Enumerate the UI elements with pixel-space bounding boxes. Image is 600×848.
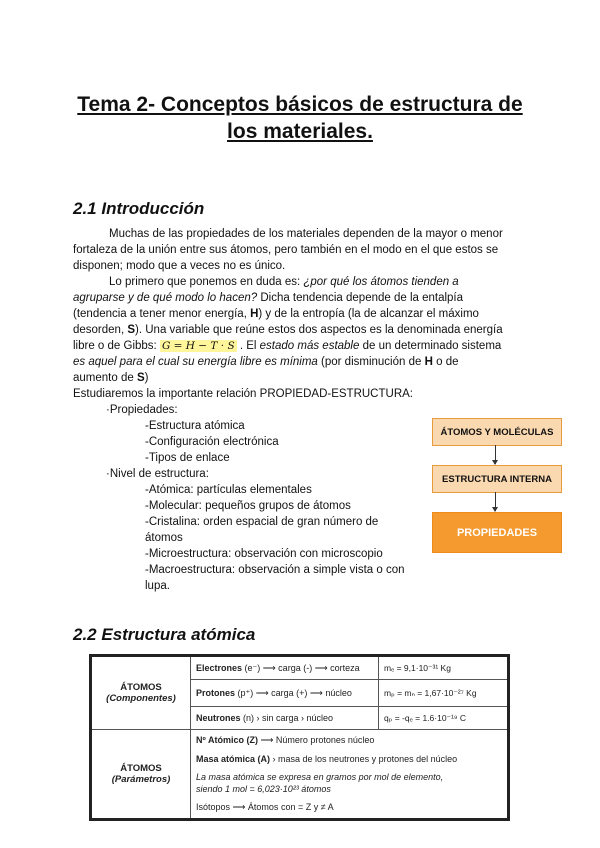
section-heading-atomic: 2.2 Estructura atómica [73,625,256,644]
text-span: ) y de la entropía (la de alcanzar el máximo [258,308,479,320]
protons-cell [191,680,379,707]
text-line [73,354,528,370]
flow-box-atoms: ÁTOMOS Y MOLÉCULAS [432,418,562,446]
text-line [73,338,528,354]
text-line [73,370,528,386]
cell-text: (e⁻) ⟶ carga (-) ⟶ corteza [242,662,360,673]
table-row [91,730,509,820]
text-span: . El [236,340,260,352]
charge-cell: qₚ = -qₑ = 1.6·10⁻¹⁹ C [379,707,509,730]
text-span: S [136,372,145,384]
cell-text: (n) › sin carga › núcleo [240,713,334,723]
text-span: H [250,308,259,320]
cell-label: Electrones [196,662,243,673]
cell-label: Neutrones [196,713,241,723]
text-span: (tendencia a tener menor energía, [73,308,251,320]
paragraph-intro [73,226,528,274]
cell-text: (p⁺) ⟶ carga (+) ⟶ núcleo [235,687,352,698]
isotopes-line: Isótopos ⟶ Átomos con = Z y ≠ A [196,802,334,812]
text-span: agruparse y de qué modo lo hacen? [73,292,258,304]
parameters-label-cell [91,730,191,820]
row-sublabel: (Componentes) [106,693,176,704]
gibbs-formula: G = H − T · S [161,340,235,352]
text-span: libre o de Gibbs: [73,340,160,352]
row-label: ÁTOMOS [120,682,162,693]
text-line: fortaleza de la unión entre sus átomos, pero también en el modo en el que estos se [73,244,499,256]
text-span: ¿por qué los átomos tienden a [303,276,459,288]
list-item: -Molecular: pequeños grupos de átomos [145,500,351,512]
list-item: -Microestructura: observación con microscopio [145,548,383,560]
cell-label: Masa atómica (A) [196,754,271,764]
text-span: H [424,356,433,368]
text-span: Lo primero que ponemos en duda es: [109,276,304,288]
list-item: -Tipos de enlace [145,452,230,464]
list-item: lupa. [145,580,170,592]
list-levels [145,482,420,594]
text-span: desorden, [73,324,128,336]
text-span: ). Una variable que reúne estos dos aspectos es la denominada energía [135,324,503,336]
electrons-cell [191,656,379,680]
text-line [73,306,528,322]
flow-arrow-1 [495,445,496,464]
text-span: o de [432,356,459,368]
atomic-structure-table [89,654,510,821]
cell-text: ⟶ Número protones núcleo [257,735,375,745]
proton-mass-cell: mₚ = mₙ = 1,67·10⁻²⁷ Kg [379,680,509,707]
text-line [73,322,528,338]
text-span: ) [144,372,149,384]
text-span: es aquel para el cual su energía libre es mínima [73,356,318,368]
list-properties-header: ·Propiedades: [106,404,178,416]
text-span: S [127,324,136,336]
text-span: (por disminución de [317,356,425,368]
text-span: estado más estable [259,340,360,352]
text-line [73,290,528,306]
list-properties [145,418,279,466]
cell-label: Nº Atómico (Z) [196,735,258,745]
cell-label: Protones [196,687,236,698]
relation-intro: Estudiaremos la importante relación PROPIEDAD-ESTRUCTURA: [73,388,413,400]
text-line: disponen; modo que a veces no es único. [73,260,286,272]
title-line-2: los materiales. [227,120,373,143]
list-item: -Atómica: partículas elementales [145,484,312,496]
list-item: -Cristalina: orden espacial de gran número de [145,516,379,528]
flow-arrow-2 [495,492,496,511]
list-item: -Estructura atómica [145,420,245,432]
text-line [73,274,528,290]
components-label-cell [91,656,191,730]
list-levels-header: ·Nivel de estructura: [106,468,209,480]
list-item: -Configuración electrónica [145,436,279,448]
paragraph-gibbs [73,274,528,386]
note-line: La masa atómica se expresa en gramos por mol de elemento, [196,772,444,782]
list-item: -Macroestructura: observación a simple vista o con [145,564,405,576]
flow-box-properties: PROPIEDADES [432,512,562,553]
neutrons-cell [191,707,379,730]
title-line-1: Tema 2- Conceptos básicos de estructura de [77,93,523,116]
row-label: ÁTOMOS [120,763,162,774]
text-span: Dicha tendencia depende de la entalpía [257,292,464,304]
section-heading-intro: 2.1 Introducción [73,199,205,218]
electron-mass-cell: mₑ = 9,1·10⁻³¹ Kg [379,656,509,680]
cell-text: › masa de los neutrones y protones del núcleo [270,754,458,764]
atomic-mass-line [196,752,502,767]
text-line: Muchas de las propiedades de los materiales dependen de la mayor o menor [109,228,503,240]
row-sublabel: (Parámetros) [111,774,171,785]
note-line: siendo 1 mol = 6,023·10²³ átomos [196,784,331,794]
text-span: de un determinado sistema [359,340,502,352]
atomic-number-line [196,733,502,748]
page-title [60,91,540,145]
table-row [91,656,509,680]
text-span: aumento de [73,372,137,384]
parameters-cell [191,730,509,820]
flow-box-structure: ESTRUCTURA INTERNA [432,465,562,493]
mass-note [196,771,502,795]
list-item: átomos [145,532,183,544]
